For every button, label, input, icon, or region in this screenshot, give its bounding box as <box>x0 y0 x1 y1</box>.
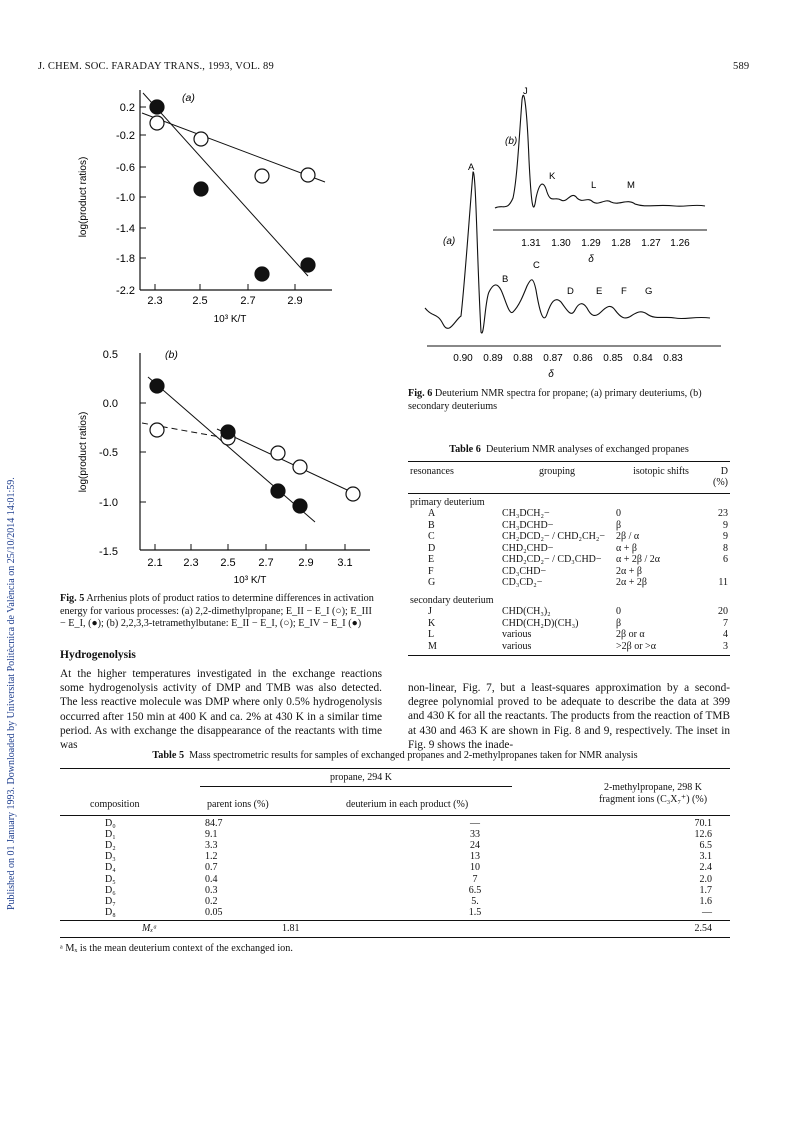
table6-cell-grp: CH₃DCHD− <box>502 519 554 531</box>
table5-cell-frag: 3.1 <box>699 851 712 863</box>
table5-cell-frag: 12.6 <box>694 828 712 840</box>
table6-cell-shift: 0 <box>616 508 621 519</box>
fig5a-ytick: -1.0 <box>116 192 135 204</box>
table5-cell-deut: 13 <box>470 851 480 863</box>
table6-row <box>408 543 730 555</box>
table5-cell-deut: 1.5 <box>468 907 482 919</box>
peak-label: B <box>502 274 509 285</box>
fig5b-plot <box>70 345 380 595</box>
table5-cell-comp: D₅ <box>105 873 116 885</box>
table5-cell-deut: 5. <box>471 895 479 907</box>
fig5b-ytick: -1.0 <box>99 497 118 509</box>
fig5a-ytick: -1.4 <box>116 223 135 235</box>
table5-cell-comp: D₆ <box>105 884 116 896</box>
fig5a-xtick: 2.5 <box>192 295 208 307</box>
table6-cell-grp: various <box>502 629 532 640</box>
table6-title: Table 6 Deuterium NMR analyses of exchanged propanes <box>449 444 689 455</box>
table5-cell-deut: — <box>470 817 480 829</box>
fig6-scale-tick: 0.87 <box>543 353 563 364</box>
table6-row <box>408 520 730 532</box>
fig6-spectra <box>415 80 735 380</box>
fig5b-xtick: 2.1 <box>147 557 163 569</box>
table6-cell-res: L <box>428 629 435 640</box>
table5-row <box>60 829 730 840</box>
table6-cell-shift: β <box>616 519 622 531</box>
peak-label: J <box>523 86 528 97</box>
fig5a-ytick: -1.8 <box>116 253 135 265</box>
table6-cell-grp: various <box>502 640 532 652</box>
table6-cell-grp: CHD₂CHD− <box>502 542 554 554</box>
table5-row <box>60 862 730 873</box>
fig6-scale-tick: 0.86 <box>573 353 593 364</box>
table6-cell-res: F <box>428 565 434 577</box>
table5-cell-frag: 1.7 <box>699 884 712 896</box>
table5-cell-parent: 0.05 <box>205 907 223 919</box>
table5-row <box>60 851 730 862</box>
table6-cell-d: 8 <box>723 542 728 554</box>
fig5b-ytick: -0.5 <box>99 447 118 459</box>
fig6-scale-tick: 1.30 <box>551 238 571 249</box>
table5-cell-parent: 0.7 <box>205 862 218 874</box>
fig6-scale-tick: 0.84 <box>633 353 653 364</box>
table6 <box>408 444 730 656</box>
table5-cell-deut: 6.5 <box>468 884 482 896</box>
table6-cell-d: 3 <box>723 640 728 652</box>
table5-cell-parent: 3.3 <box>205 839 218 851</box>
table5-cell-deut: 10 <box>470 862 480 874</box>
table5-cell-frag: 6.5 <box>699 839 712 851</box>
table6-cell-shift: 2α + β <box>616 565 642 577</box>
table6-row <box>408 508 730 520</box>
table6-cell-d: 6 <box>723 554 728 565</box>
table6-row <box>408 566 730 578</box>
table5-cell-comp: D₃ <box>105 851 116 863</box>
peak-label: D <box>567 286 574 297</box>
fig6-caption: Fig. 6 Deuterium NMR spectra for propane; (a) primary deuteriums, (b) secondary deuteriums <box>408 388 702 412</box>
peak-label: E <box>596 286 603 297</box>
fig5a-xlabel: 10³ K/T <box>213 314 247 325</box>
table5-cell-parent: 84.7 <box>205 817 223 829</box>
table5-cell-comp: D₂ <box>105 839 116 851</box>
table5-cell-parent: 1.2 <box>205 851 218 863</box>
table6-cell-d: 11 <box>718 577 728 588</box>
table6-cell-grp: CD₃CHD− <box>502 565 547 577</box>
table6-cell-shift: 2β / α <box>616 531 640 542</box>
fig5-caption: Fig. 5 Arrhenius plots of product ratios to determine differences in activation energy for various processes: (a) 2,2-dimethylpropane; E_II − E_I (○); E_III − E_I, (●); (b) 2,2,3,3-tetramethylbutane: E_II − E_I, (○); E_IV − E_I (●) <box>60 593 374 629</box>
fig6-scale-tick: 0.88 <box>513 353 533 364</box>
table6-section: primary deuterium <box>410 496 485 508</box>
fig6-panel-a: (a) <box>443 236 456 247</box>
table6-cell-d: 23 <box>718 508 728 519</box>
running-header: J. CHEM. SOC. FARADAY TRANS., 1993, VOL. 89 <box>38 61 274 72</box>
fig5b-xtick: 2.7 <box>258 557 274 569</box>
table6-row <box>408 629 730 641</box>
table6-cell-d: 7 <box>723 617 728 629</box>
fig6-scale-tick: 1.28 <box>611 238 631 249</box>
table5-mx-frag: 2.54 <box>694 923 712 935</box>
table6-cell-grp: CH₃DCH₂− <box>502 508 550 519</box>
table6-cell-res: K <box>428 617 436 629</box>
table6-row <box>408 606 730 618</box>
table6-section: secondary deuterium <box>410 594 494 606</box>
fig5a-xtick: 2.3 <box>147 295 163 307</box>
table5-col-fragment: fragment ions (C₃X₇⁺) (%) <box>598 793 708 805</box>
table6-cell-res: B <box>428 519 435 531</box>
table6-cell-res: M <box>428 640 437 652</box>
fig5b-ytick: -1.5 <box>99 546 118 558</box>
fig5b-xtick: 2.3 <box>183 557 199 569</box>
fig5b-panel: (b) <box>165 349 178 361</box>
fig6-scale-tick: 1.29 <box>581 238 601 249</box>
fig6-scale-tick: 0.83 <box>663 353 683 364</box>
fig5a-ytick: -0.2 <box>116 130 135 142</box>
table5-col-parent: parent ions (%) <box>207 798 269 810</box>
table5-cell-parent: 0.3 <box>205 884 218 896</box>
table6-cell-d: 4 <box>723 629 728 640</box>
section-heading: Hydrogenolysis <box>60 649 136 661</box>
peak-label: A <box>468 162 475 173</box>
table5-row <box>60 874 730 885</box>
table6-cell-shift: 2α + 2β <box>616 577 647 588</box>
table6-cell-grp: CHD(CH₃)₂ <box>502 606 551 617</box>
fig5b-xlabel: 10³ K/T <box>233 575 267 586</box>
fig6-panel-b: (b) <box>505 136 518 147</box>
fig5a-panel: (a) <box>182 92 195 104</box>
table5-row <box>60 818 730 829</box>
fig5b-xtick: 2.5 <box>220 557 236 569</box>
table5-cell-parent: 9.1 <box>205 828 218 840</box>
table6-header: grouping <box>538 465 576 477</box>
table5-cell-comp: D₁ <box>105 828 116 840</box>
fig5a-ytick: -0.6 <box>116 162 135 174</box>
table6-cell-d: 20 <box>718 606 728 617</box>
table5-footnote: ᵃ Mₓ is the mean deuterium context of the exchanged ion. <box>60 942 293 954</box>
table5-col-deut: deuterium in each product (%) <box>346 798 469 810</box>
table5-col-mp: 2-methylpropane, 298 K <box>603 781 703 793</box>
table5-row <box>60 840 730 851</box>
table5-row <box>60 885 730 896</box>
table5-cell-comp: D₈ <box>105 907 116 919</box>
table6-cell-grp: CD₃CD₂− <box>502 577 543 588</box>
table5-cell-parent: 0.4 <box>205 873 218 885</box>
table5-cell-frag: 70.1 <box>694 817 712 829</box>
peak-label: M <box>627 180 635 191</box>
fig5a-xtick: 2.7 <box>240 295 256 307</box>
table5-title: Table 5 Mass spectrometric results for samples of exchanged propanes and 2-methylpropanes taken for NMR analysis <box>152 750 638 761</box>
table6-row <box>408 641 730 653</box>
table5-cell-comp: D₄ <box>105 862 116 874</box>
table6-cell-d: 9 <box>723 531 728 542</box>
table6-cell-d <box>708 566 730 578</box>
peak-label: K <box>549 171 556 182</box>
table6-cell-shift: α + 2β / 2α <box>616 554 660 565</box>
table5 <box>60 750 730 955</box>
fig5a-ylabel: log(product ratios) <box>78 156 89 238</box>
fig5a-xtick: 2.9 <box>287 295 303 307</box>
fig5b-xtick: 3.1 <box>337 557 353 569</box>
table6-cell-grp: CHD₂CD₂− / CD₃CHD− <box>502 554 602 565</box>
table6-cell-res: A <box>428 508 436 519</box>
fig5b-ytick: 0.0 <box>102 398 118 410</box>
table5-cell-parent: 0.2 <box>205 895 218 907</box>
fig6-scale-tick: 0.89 <box>483 353 503 364</box>
fig6-delta-b: δ <box>588 254 594 265</box>
table6-cell-res: J <box>428 606 432 617</box>
table6-cell-res: D <box>428 542 436 554</box>
table5-col-composition: composition <box>90 798 140 810</box>
fig5b-ytick: 0.5 <box>102 349 118 361</box>
table5-cell-deut: 7 <box>472 873 478 885</box>
table6-header: resonances <box>410 465 454 477</box>
fig5b-ylabel: log(product ratios) <box>78 411 89 493</box>
fig6-delta-a: δ <box>548 369 554 380</box>
fig6-scale-tick: 1.31 <box>521 238 541 249</box>
table5-cell-frag: — <box>702 907 712 919</box>
table6-cell-shift: 0 <box>616 606 621 617</box>
table6-cell-grp: CHD(CH₂D)(CH₃) <box>502 617 579 629</box>
peak-label: G <box>645 286 653 297</box>
table6-row <box>408 531 730 543</box>
table6-cell-res: E <box>428 554 435 565</box>
table6-row <box>408 618 730 630</box>
fig5a-ytick: -2.2 <box>116 285 135 297</box>
fig6-scale-tick: 0.85 <box>603 353 623 364</box>
fig5a-ytick: 0.2 <box>119 102 135 114</box>
table5-cell-comp: D₇ <box>105 895 116 907</box>
table5-mx-parent: 1.81 <box>282 923 300 935</box>
table6-cell-shift: 2β or α <box>616 629 645 640</box>
table5-cell-deut: 24 <box>470 839 480 851</box>
table5-row <box>60 907 730 918</box>
table6-cell-shift: β <box>616 617 622 629</box>
table6-row <box>408 577 730 589</box>
table5-group-header: propane, 294 K <box>330 771 392 783</box>
table5-cell-frag: 2.4 <box>699 862 712 874</box>
table6-cell-d: 9 <box>723 519 728 531</box>
table5-cell-deut: 33 <box>470 828 480 840</box>
fig6-scale-tick: 0.90 <box>453 353 473 364</box>
peak-label: L <box>591 180 597 191</box>
peak-label: F <box>621 286 627 297</box>
table6-cell-res: G <box>428 577 436 588</box>
table5-cell-comp: D₀ <box>105 817 116 829</box>
table5-row <box>60 896 730 907</box>
table6-cell-shift: >2β or >α <box>616 640 656 652</box>
table6-cell-shift: α + β <box>616 542 637 554</box>
table6-row <box>408 554 730 566</box>
fig5b-xtick: 2.9 <box>298 557 314 569</box>
fig6-scale-tick: 1.27 <box>641 238 661 249</box>
peak-label: C <box>533 260 540 271</box>
fig6-scale-tick: 1.26 <box>670 238 690 249</box>
table6-cell-grp: CH₂DCD₂− / CHD₂CH₂− <box>502 531 606 542</box>
table6-header: isotopic shifts <box>633 465 689 477</box>
table6-cell-res: C <box>428 531 435 542</box>
body-paragraph-right: non-linear, Fig. 7, but a least-squares approximation by a second-degree polynomial proved to be adequate to describe the data at 399 and 430 K for all the reactants. The products from the reaction of TMB at 430 and 463 K are shown in Fig. 8 and 9, respectively. The inset in Fig. 9 shows the inade- <box>408 682 730 751</box>
table5-cell-frag: 1.6 <box>699 895 712 907</box>
table6-header: D (%) <box>713 465 728 488</box>
fig5a-plot <box>70 80 360 330</box>
download-note: Published on 01 January 1993. Downloaded by Universitat Politècnica de València on 25/10/2014 14:01:59. <box>6 477 17 910</box>
table5-mx-label: Mₓᵃ <box>142 923 158 935</box>
page-number: 589 <box>733 61 750 72</box>
table5-cell-frag: 2.0 <box>699 873 712 885</box>
body-paragraph-left: At the higher temperatures investigated in the exchange reactions some hydrogenolysis activity of DMP and TMB was also detected. The less reactive molecule was DMP where only 0.5% hydrogenolysis occurred after 150 min at 400 K and ca. 2% at 430 K in a similar time period. As with exchange the disappearance of the reactants with time was <box>60 668 382 752</box>
